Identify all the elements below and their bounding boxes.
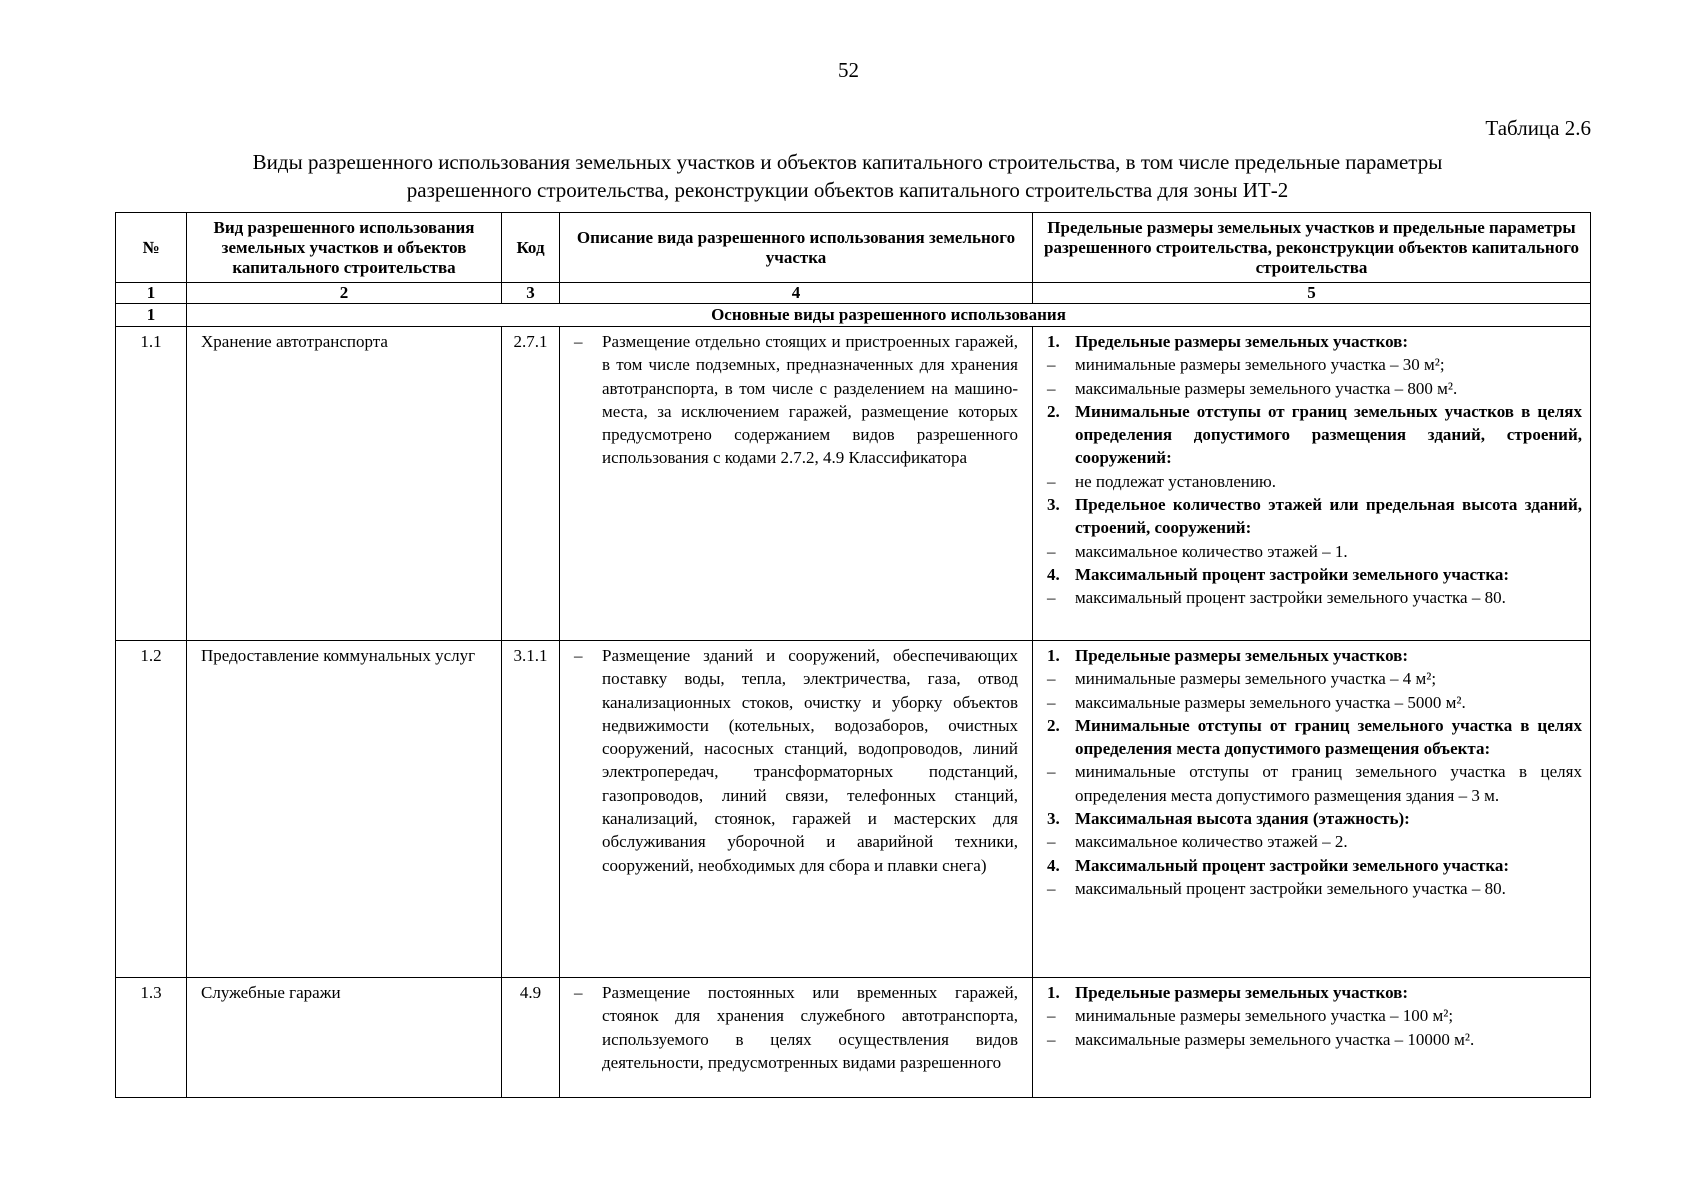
parameter-item bbox=[1047, 1004, 1582, 1027]
description-text: Размещение отдельно стоящих и пристроенных гаражей, в том числе подземных, предназначенных для хранения автотранспорта, в том числе с разделением на машино-места, за исключением гаражей, размещение которых предусмотрено содержанием видов разрешенного использования с кодами 2.7.2, 4.9 Классификатора bbox=[602, 332, 1018, 468]
parameter-number: 1. bbox=[1047, 646, 1060, 665]
parameter-item-text: минимальные отступы от границ земельного участка в целях определения места допустимого размещения здания – 3 м. bbox=[1075, 762, 1582, 805]
row-number: 1.1 bbox=[116, 327, 187, 641]
parameter-title: Максимальный процент застройки земельного участка: bbox=[1075, 564, 1510, 584]
section-number: 1 bbox=[116, 304, 187, 327]
parameter-number: 3. bbox=[1047, 809, 1060, 829]
row-description bbox=[560, 327, 1033, 641]
table-title-line-1: Виды разрешенного использования земельных участков и объектов капитального строительства, в том числе предельные параметры bbox=[252, 150, 1443, 174]
dash-marker: – bbox=[1047, 588, 1056, 608]
parameter-item bbox=[1047, 830, 1582, 853]
table-title bbox=[140, 148, 1555, 204]
dash-marker: – bbox=[1047, 1006, 1056, 1026]
parameter-heading bbox=[1047, 854, 1582, 877]
parameter-title: Максимальная высота здания (этажность): bbox=[1075, 809, 1410, 829]
parameter-heading bbox=[1047, 807, 1582, 830]
parameter-heading bbox=[1047, 714, 1582, 761]
dash-marker: – bbox=[1047, 878, 1056, 898]
row-use-type: Хранение автотранспорта bbox=[187, 327, 502, 641]
parameter-item bbox=[1047, 540, 1582, 563]
table-row bbox=[116, 327, 1591, 641]
parameter-title: Минимальные отступы от границ земельного участка в целях определения места допустимого размещения объекта: bbox=[1075, 715, 1582, 759]
parameter-item bbox=[1047, 877, 1582, 900]
parameter-item-text: минимальные размеры земельного участка – 100 м²; bbox=[1075, 1006, 1454, 1026]
row-code: 2.7.1 bbox=[502, 327, 560, 641]
parameter-heading bbox=[1047, 563, 1582, 586]
parameter-title: Максимальный процент застройки земельного участка: bbox=[1075, 855, 1510, 875]
parameter-item-text: не подлежат установлению. bbox=[1075, 471, 1277, 491]
parameter-number: 4. bbox=[1047, 564, 1060, 584]
parameter-heading bbox=[1047, 400, 1582, 470]
header-params: Предельные размеры земельных участков и предельные параметры разрешенного строительства, реконструкции объектов капитального строительства bbox=[1033, 213, 1591, 283]
parameter-item-text: максимальный процент застройки земельного участка – 80. bbox=[1075, 878, 1506, 898]
row-parameters bbox=[1033, 978, 1591, 1098]
dash-marker: – bbox=[1047, 1029, 1056, 1049]
parameter-item bbox=[1047, 760, 1582, 807]
parameter-title: Минимальные отступы от границ земельных участков в целях определения допустимого размещения зданий, строений, сооружений: bbox=[1075, 401, 1582, 468]
parameter-item bbox=[1047, 1028, 1582, 1051]
row-number: 1.3 bbox=[116, 978, 187, 1098]
row-description bbox=[560, 641, 1033, 978]
dash-marker: – bbox=[1047, 355, 1056, 375]
parameter-title: Предельные размеры земельных участков: bbox=[1075, 332, 1409, 351]
dash-marker: – bbox=[1047, 762, 1056, 782]
parameter-item-text: максимальные размеры земельного участка – 800 м². bbox=[1075, 378, 1458, 398]
parameter-item-text: максимальные размеры земельного участка – 10000 м². bbox=[1075, 1029, 1475, 1049]
column-number: 3 bbox=[502, 283, 560, 304]
page-number: 52 bbox=[838, 58, 859, 82]
header-no: № bbox=[116, 213, 187, 283]
description-text: Размещение зданий и сооружений, обеспечивающих поставку воды, тепла, электричества, газа, отвод канализационных стоков, очистку и уборку объектов недвижимости (котельных, водозаборов, очистных сооружений, насосных станций, водопроводов, линий электропередач, трансформаторных подстанций, газопроводов, линий связи, телефонных станций, канализаций, стоянок, гаражей и мастерских для обслуживания уборочной и аварийной техники, сооружений, необходимых для сбора и плавки снега) bbox=[602, 646, 1018, 875]
parameter-item-text: максимальное количество этажей – 1. bbox=[1075, 541, 1348, 561]
parameter-item-text: максимальный процент застройки земельного участка – 80. bbox=[1075, 588, 1506, 608]
dash-marker: – bbox=[1047, 471, 1056, 491]
column-number: 5 bbox=[1033, 283, 1591, 304]
parameter-heading bbox=[1047, 330, 1582, 353]
parameter-number: 4. bbox=[1047, 855, 1060, 875]
parameter-item bbox=[1047, 377, 1582, 400]
table-label: Таблица 2.6 bbox=[1485, 116, 1591, 140]
parameter-heading bbox=[1047, 493, 1582, 540]
dash-marker: – bbox=[1047, 378, 1056, 398]
parameter-item bbox=[1047, 586, 1582, 609]
parameter-heading bbox=[1047, 981, 1582, 1004]
row-parameters bbox=[1033, 641, 1591, 978]
land-use-table bbox=[115, 212, 1591, 1098]
table-row bbox=[116, 641, 1591, 978]
section-row bbox=[116, 304, 1591, 327]
parameter-item-text: максимальное количество этажей – 2. bbox=[1075, 832, 1348, 852]
header-description: Описание вида разрешенного использования земельного участка bbox=[560, 213, 1033, 283]
dash-marker: – bbox=[1047, 541, 1056, 561]
row-use-type: Служебные гаражи bbox=[187, 978, 502, 1098]
parameter-item bbox=[1047, 667, 1582, 690]
parameter-number: 1. bbox=[1047, 332, 1060, 351]
header-row bbox=[116, 213, 1591, 283]
parameter-item-text: минимальные размеры земельного участка – 4 м²; bbox=[1075, 669, 1437, 689]
dash-marker: – bbox=[1047, 669, 1056, 689]
parameter-title: Предельные размеры земельных участков: bbox=[1075, 646, 1409, 665]
parameter-number: 2. bbox=[1047, 715, 1060, 735]
column-number-row bbox=[116, 283, 1591, 304]
parameter-heading bbox=[1047, 644, 1582, 667]
row-code: 4.9 bbox=[502, 978, 560, 1098]
parameter-number: 3. bbox=[1047, 495, 1060, 515]
dash-marker: – bbox=[574, 983, 583, 1002]
dash-marker: – bbox=[1047, 692, 1056, 712]
parameter-item-text: максимальные размеры земельного участка – 5000 м². bbox=[1075, 692, 1466, 712]
row-parameters bbox=[1033, 327, 1591, 641]
column-number: 4 bbox=[560, 283, 1033, 304]
row-code: 3.1.1 bbox=[502, 641, 560, 978]
table-row bbox=[116, 978, 1591, 1098]
row-use-type: Предоставление коммунальных услуг bbox=[187, 641, 502, 978]
column-number: 1 bbox=[116, 283, 187, 304]
parameter-item bbox=[1047, 353, 1582, 376]
parameter-item-text: минимальные размеры земельного участка – 30 м²; bbox=[1075, 355, 1445, 375]
dash-marker: – bbox=[1047, 832, 1056, 852]
column-number: 2 bbox=[187, 283, 502, 304]
parameter-number: 2. bbox=[1047, 401, 1060, 421]
parameter-number: 1. bbox=[1047, 983, 1060, 1002]
table-title-line-2: разрешенного строительства, реконструкции объектов капитального строительства для зоны ИТ-2 bbox=[406, 178, 1289, 202]
dash-marker: – bbox=[574, 332, 583, 351]
parameter-title: Предельные размеры земельных участков: bbox=[1075, 983, 1409, 1002]
header-name: Вид разрешенного использования земельных участков и объектов капитального строительства bbox=[187, 213, 502, 283]
parameter-item bbox=[1047, 691, 1582, 714]
section-title: Основные виды разрешенного использования bbox=[187, 304, 1591, 327]
parameter-title: Предельное количество этажей или предельная высота зданий, строений, сооружений: bbox=[1075, 495, 1582, 538]
dash-marker: – bbox=[574, 646, 583, 665]
row-description bbox=[560, 978, 1033, 1098]
parameter-item bbox=[1047, 470, 1582, 493]
description-text: Размещение постоянных или временных гаражей, стоянок для хранения служебного автотранспорта, используемого в целях осуществления видов деятельности, предусмотренных видами разрешенного bbox=[602, 983, 1018, 1072]
row-number: 1.2 bbox=[116, 641, 187, 978]
header-code: Код bbox=[502, 213, 560, 283]
